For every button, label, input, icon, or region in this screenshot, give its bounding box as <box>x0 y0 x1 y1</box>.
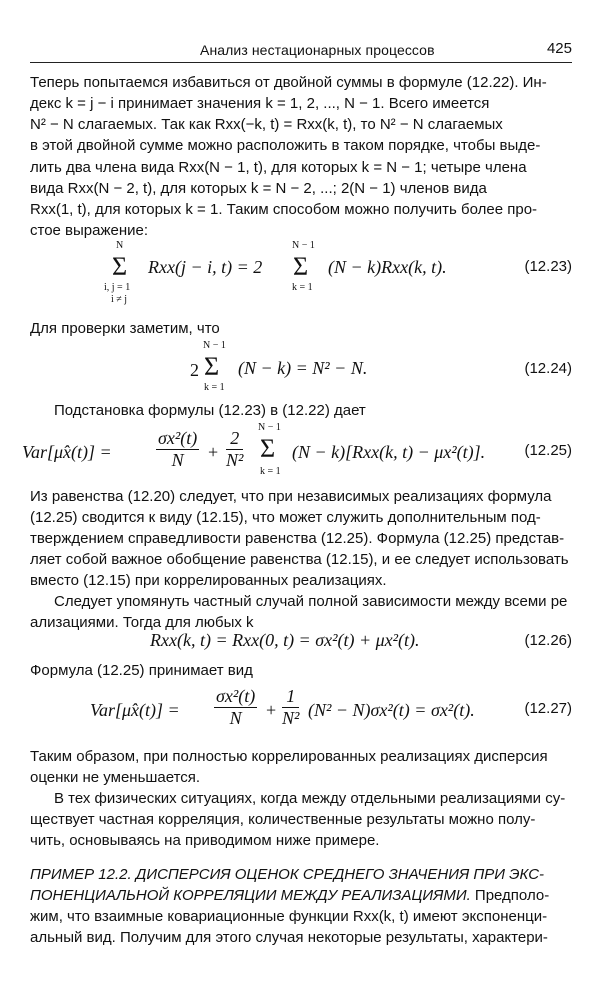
sum-symbol: Σ <box>260 434 276 463</box>
text-line: Теперь попытаемся избавиться от двойной суммы в формуле (12.22). Ин- <box>30 74 547 91</box>
equation-rhs: (N − k)[Rxx(k, t) − μx²(t)]. <box>292 442 486 462</box>
sum-symbol: Σ <box>293 252 309 281</box>
sum-lower-limit: k = 1 <box>292 282 313 293</box>
running-title: Анализ нестационарных процессов <box>200 42 435 58</box>
equation-12-25 <box>0 422 600 486</box>
coefficient: 2 <box>190 360 199 380</box>
text-line: (12.25) сводится к виду (12.15), что может служить дополнительным под- <box>30 509 541 526</box>
text-line: альный вид. Получим для этого случая некоторые результаты, характери- <box>30 929 548 946</box>
sum-lower-limit: k = 1 <box>260 466 281 477</box>
text-line: декс k = j − i принимает значения k = 1, 2, ..., N − 1. Всего имеется <box>30 95 490 112</box>
fraction-numerator: 1 <box>282 686 299 708</box>
equation-body: Rxx(k, t) = Rxx(0, t) = σx²(t) + μx²(t). <box>150 630 420 650</box>
fraction-denominator: N <box>171 450 184 470</box>
text-line: Следует упомянуть частный случай полной зависимости между всеми ре <box>54 593 568 610</box>
text-line: лить два члена вида Rxx(N − 1, t), для которых k = N − 1; четыре члена <box>30 159 527 176</box>
fraction-denominator: N² <box>226 450 244 470</box>
text-line: оценки не уменьшается. <box>30 769 201 786</box>
text-line: Подстановка формулы (12.23) в (12.22) дает <box>54 402 366 419</box>
example-line <box>30 885 575 906</box>
equation-number: (12.26) <box>524 632 572 649</box>
equation-rhs: (N − k)Rxx(k, t). <box>328 257 447 277</box>
fraction <box>214 686 257 729</box>
fraction <box>156 428 199 471</box>
equation-12-23 <box>0 240 600 310</box>
fraction-numerator: σx²(t) <box>216 686 256 706</box>
text-line: вместо (12.15) при коррелированных реализациях. <box>30 572 387 589</box>
plus-sign: + <box>208 442 219 462</box>
equation-12-27 <box>0 680 600 740</box>
example-text: Предполо- <box>470 887 550 904</box>
running-header <box>30 38 572 63</box>
equation-12-26 <box>0 624 600 658</box>
sum-lower-condition: i ≠ j <box>111 294 128 305</box>
fraction-denominator: N <box>229 708 242 728</box>
example-title-line: ПРИМЕР 12.2. ДИСПЕРСИЯ ОЦЕНОК СРЕДНЕГО ЗНАЧЕНИЯ ПРИ ЭКС- <box>30 866 545 883</box>
text-line: вида Rxx(N − 2, t), для которых k = N − 2, ...; 2(N − 1) членов вида <box>30 180 487 197</box>
text-line: в этой двойной сумме можно расположить в таком порядке, чтобы выде- <box>30 137 541 154</box>
equation-number: (12.23) <box>524 258 572 275</box>
fraction-denominator: N² <box>282 708 300 728</box>
text-line: Таким образом, при полностью коррелированных реализациях дисперсия <box>30 748 548 765</box>
example-title-line: ПОНЕНЦИАЛЬНОЙ КОРРЕЛЯЦИИ МЕЖДУ РЕАЛИЗАЦИЯМИ. <box>30 887 471 904</box>
fraction <box>282 686 299 729</box>
text-line: стое выражение: <box>30 222 149 239</box>
equation-number: (12.27) <box>524 700 572 717</box>
text-line: Формула (12.25) принимает вид <box>30 662 253 679</box>
plus-sign: + <box>266 700 277 720</box>
fraction-numerator: σx²(t) <box>158 428 198 448</box>
text-line: чить, основываясь на приводимом ниже примере. <box>30 832 380 849</box>
equation-lhs: Rxx(j − i, t) = 2 <box>148 257 263 277</box>
equation-body: (N − k) = N² − N. <box>238 358 368 378</box>
text-line: ществует частная корреляция, количественные результаты можно полу- <box>30 811 536 828</box>
sum-symbol: Σ <box>112 252 128 281</box>
sum-upper-limit: N − 1 <box>292 240 315 251</box>
text-line: ализациями. Тогда для любых k <box>30 614 254 631</box>
text-line: Из равенства (12.20) следует, что при независимых реализациях формула <box>30 488 552 505</box>
sum-upper-limit: N <box>116 240 124 251</box>
sum-upper-limit: N − 1 <box>258 422 281 433</box>
text-line: ляет собой важное обобщение равенства (12.15), и ее следует использовать <box>30 551 569 568</box>
equation-number: (12.25) <box>524 442 572 459</box>
equation-lhs: Var[μ̂x(t)] = <box>90 700 180 720</box>
text-line: В тех физических ситуациях, когда между отдельными реализациями су- <box>54 790 566 807</box>
text-line: жим, что взаимные ковариационные функции Rxx(k, t) имеют экспоненци- <box>30 908 548 925</box>
equation-rhs: (N² − N)σx²(t) = σx²(t). <box>308 700 475 720</box>
equation-lhs: Var[μ̂x(t)] = <box>22 442 112 462</box>
fraction-numerator: 2 <box>226 428 243 450</box>
sum-lower-limit: k = 1 <box>204 382 225 393</box>
sum-symbol: Σ <box>204 352 220 381</box>
text-line: Rxx(1, t), для которых k = 1. Таким способом можно получить более про- <box>30 201 538 218</box>
text-line: Для проверки заметим, что <box>30 320 220 337</box>
text-line: N² − N слагаемых. Так как Rxx(−k, t) = Rxx(k, t), то N² − N слагаемых <box>30 116 503 133</box>
sum-upper-limit: N − 1 <box>203 340 226 351</box>
sum-lower-limit: i, j = 1 <box>104 282 131 293</box>
equation-12-24 <box>0 338 600 396</box>
fraction <box>226 428 243 471</box>
text-line: тверждением справедливости равенства (12.25). Формула (12.25) представ- <box>30 530 565 547</box>
equation-number: (12.24) <box>524 360 572 377</box>
page-number: 425 <box>546 40 572 57</box>
